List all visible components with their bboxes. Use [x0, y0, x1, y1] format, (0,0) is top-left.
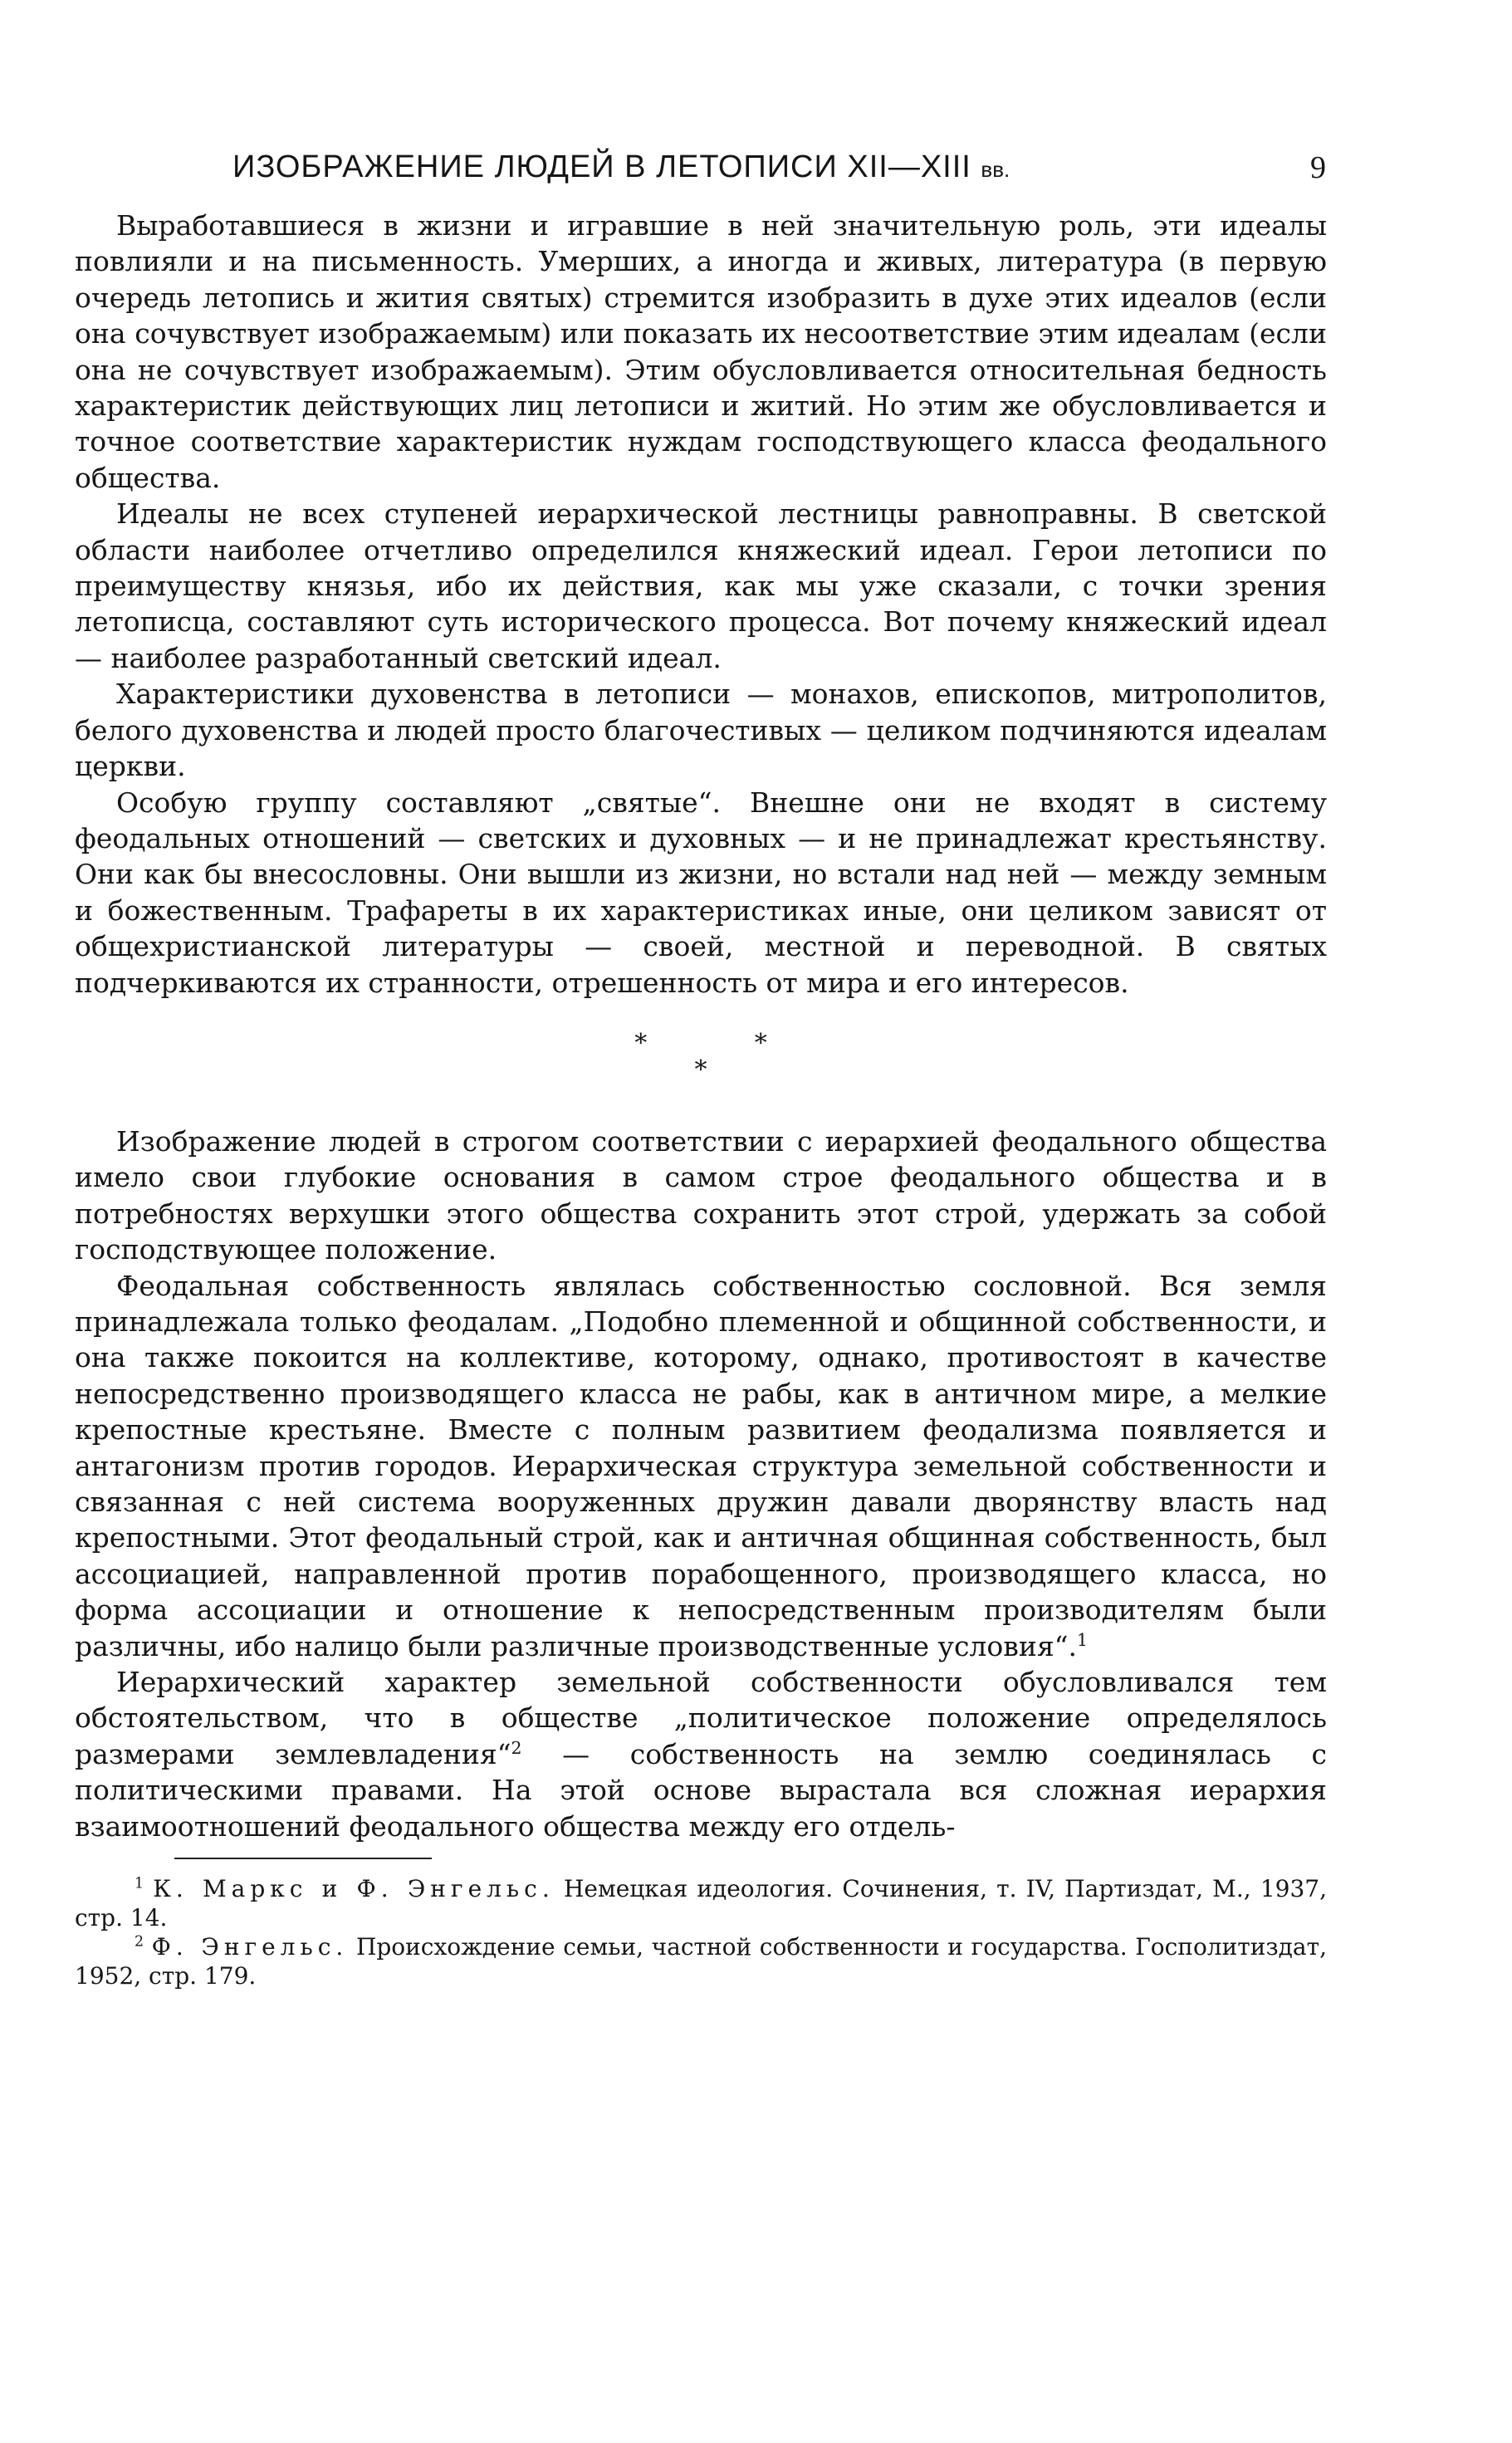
paragraph-6-text: Феодальная собственность являлась собственностью сословной. Вся земля принадлежала только феодалам. „Подобно племенной и общинной собственности, и она также покоится на коллективе, которому, однако, противостоят в качестве непосредственно производящего класса не рабы, как в античном мире, а мелкие крепостные крестьяне. Вместе с полным развитием феодализма появляется и антагонизм против городов. Иерархическая структура земельной собственности и связанная с ней система вооруженных дружин давали дворянству власть над крепостными. Этот феодальный строй, как и античная общинная собственность, был ассоциацией, направленной против порабощенного, производящего класса, но форма ассоциации и отношение к непосредственным производителям были различны, ибо налицо были различные производственные условия“. [75, 1269, 1327, 1662]
footnote-2-mark: 2 [135, 1933, 144, 1951]
paragraph-4: Особую группу составляют „святые“. Внешне они не входят в систему феодальных отношений — светских и духовных — и не принадлежат крестьянству. Они как бы внесословны. Они вышли из жизни, но встали над ней — между земным и божественным. Трафареты в их характеристиках иные, они целиком зависят от общехристианской литературы — своей, местной и переводной. В святых подчеркиваются их странности, отрешенность от мира и его интересов. [75, 786, 1327, 999]
footnote-ref-2: 2 [511, 1737, 522, 1758]
footnote-1 [75, 1874, 1327, 1932]
footnote-2-author: Ф. Энгельс. [151, 1933, 349, 1961]
page-number: 9 [1310, 150, 1327, 185]
running-title [232, 149, 1010, 185]
paragraph-7 [75, 1664, 1327, 1844]
body-text [75, 208, 1327, 1844]
footnote-1-mark: 1 [135, 1875, 144, 1892]
running-title-suffix: вв. [981, 157, 1010, 182]
running-head [75, 149, 1327, 208]
footnote-1-text: Немецкая идеология. Сочинения, т. IV, Партиздат, М., 1937, стр. 14. [75, 1875, 1327, 1932]
asterism-row-1: * * [634, 1028, 817, 1058]
paragraph-6 [75, 1268, 1327, 1664]
paragraph-5: Изображение людей в строгом соответствии с иерархией феодального общества имело свои глубокие основания в самом строе феодального общества и в потребностях верхушки этого общества сохранить этот строй, удержать за собой господствующее положение. [75, 1124, 1327, 1266]
paragraph-7-text-b: — собственность на землю соединялась с политическими правами. На этой основе вырастала вся сложная иерархия взаимоотношений феодального общества между его отдель- [75, 1737, 1327, 1843]
footnote-1-author: К. Маркс и Ф. Энгельс. [153, 1875, 555, 1903]
running-title-text: ИЗОБРАЖЕНИЕ ЛЮДЕЙ В ЛЕТОПИСИ XII—XIII [232, 149, 971, 184]
paragraph-1: Выработавшиеся в жизни и игравшие в ней значительную роль, эти идеалы повлияли и на письменность. Умерших, а иногда и живых, литература (в первую очередь летопись и жития святых) стремится изобразить в духе этих идеалов (если она сочувствует изображаемым) или показать их несоответствие этим идеалам (если она не сочувствует изображаемым). Этим обусловливается относительная бедность характеристик действующих лиц летописи и житий. Но этим же обусловливается и точное соответствие характеристик нуждам господствующего класса феодального общества. [75, 209, 1327, 494]
paragraph-2: Идеалы не всех ступеней иерархической лестницы равноправны. В светской области наиболее отчетливо определился княжеский идеал. Герои летописи по преимуществу князья, ибо их действия, как мы уже сказали, с точки зрения летописца, составляют суть исторического процесса. Вот почему княжеский идеал — наиболее разработанный светский идеал. [75, 497, 1327, 674]
footnote-ref-1: 1 [1077, 1629, 1089, 1650]
asterism-row-2: * [694, 1055, 707, 1084]
footnote-2-text: Происхождение семьи, частной собственности и государства. Госполитиздат, 1952, стр. 179. [75, 1933, 1328, 1990]
footnote-rule [174, 1858, 432, 1859]
paragraph-7-text-a: Иерархический характер земельной собственности обусловливался тем обстоятельством, что в обществе „политическое положение определялось размерами землевладения“ [75, 1666, 1327, 1770]
paragraph-3: Характеристики духовенства в летописи — монахов, епископов, митрополитов, белого духовенства и людей просто благочестивых — целиком подчиняются идеалам церкви. [75, 678, 1327, 783]
page [75, 149, 1327, 1990]
footnotes [75, 1874, 1327, 1990]
footnote-2 [75, 1932, 1327, 1990]
section-break-asterism [75, 1028, 1327, 1084]
